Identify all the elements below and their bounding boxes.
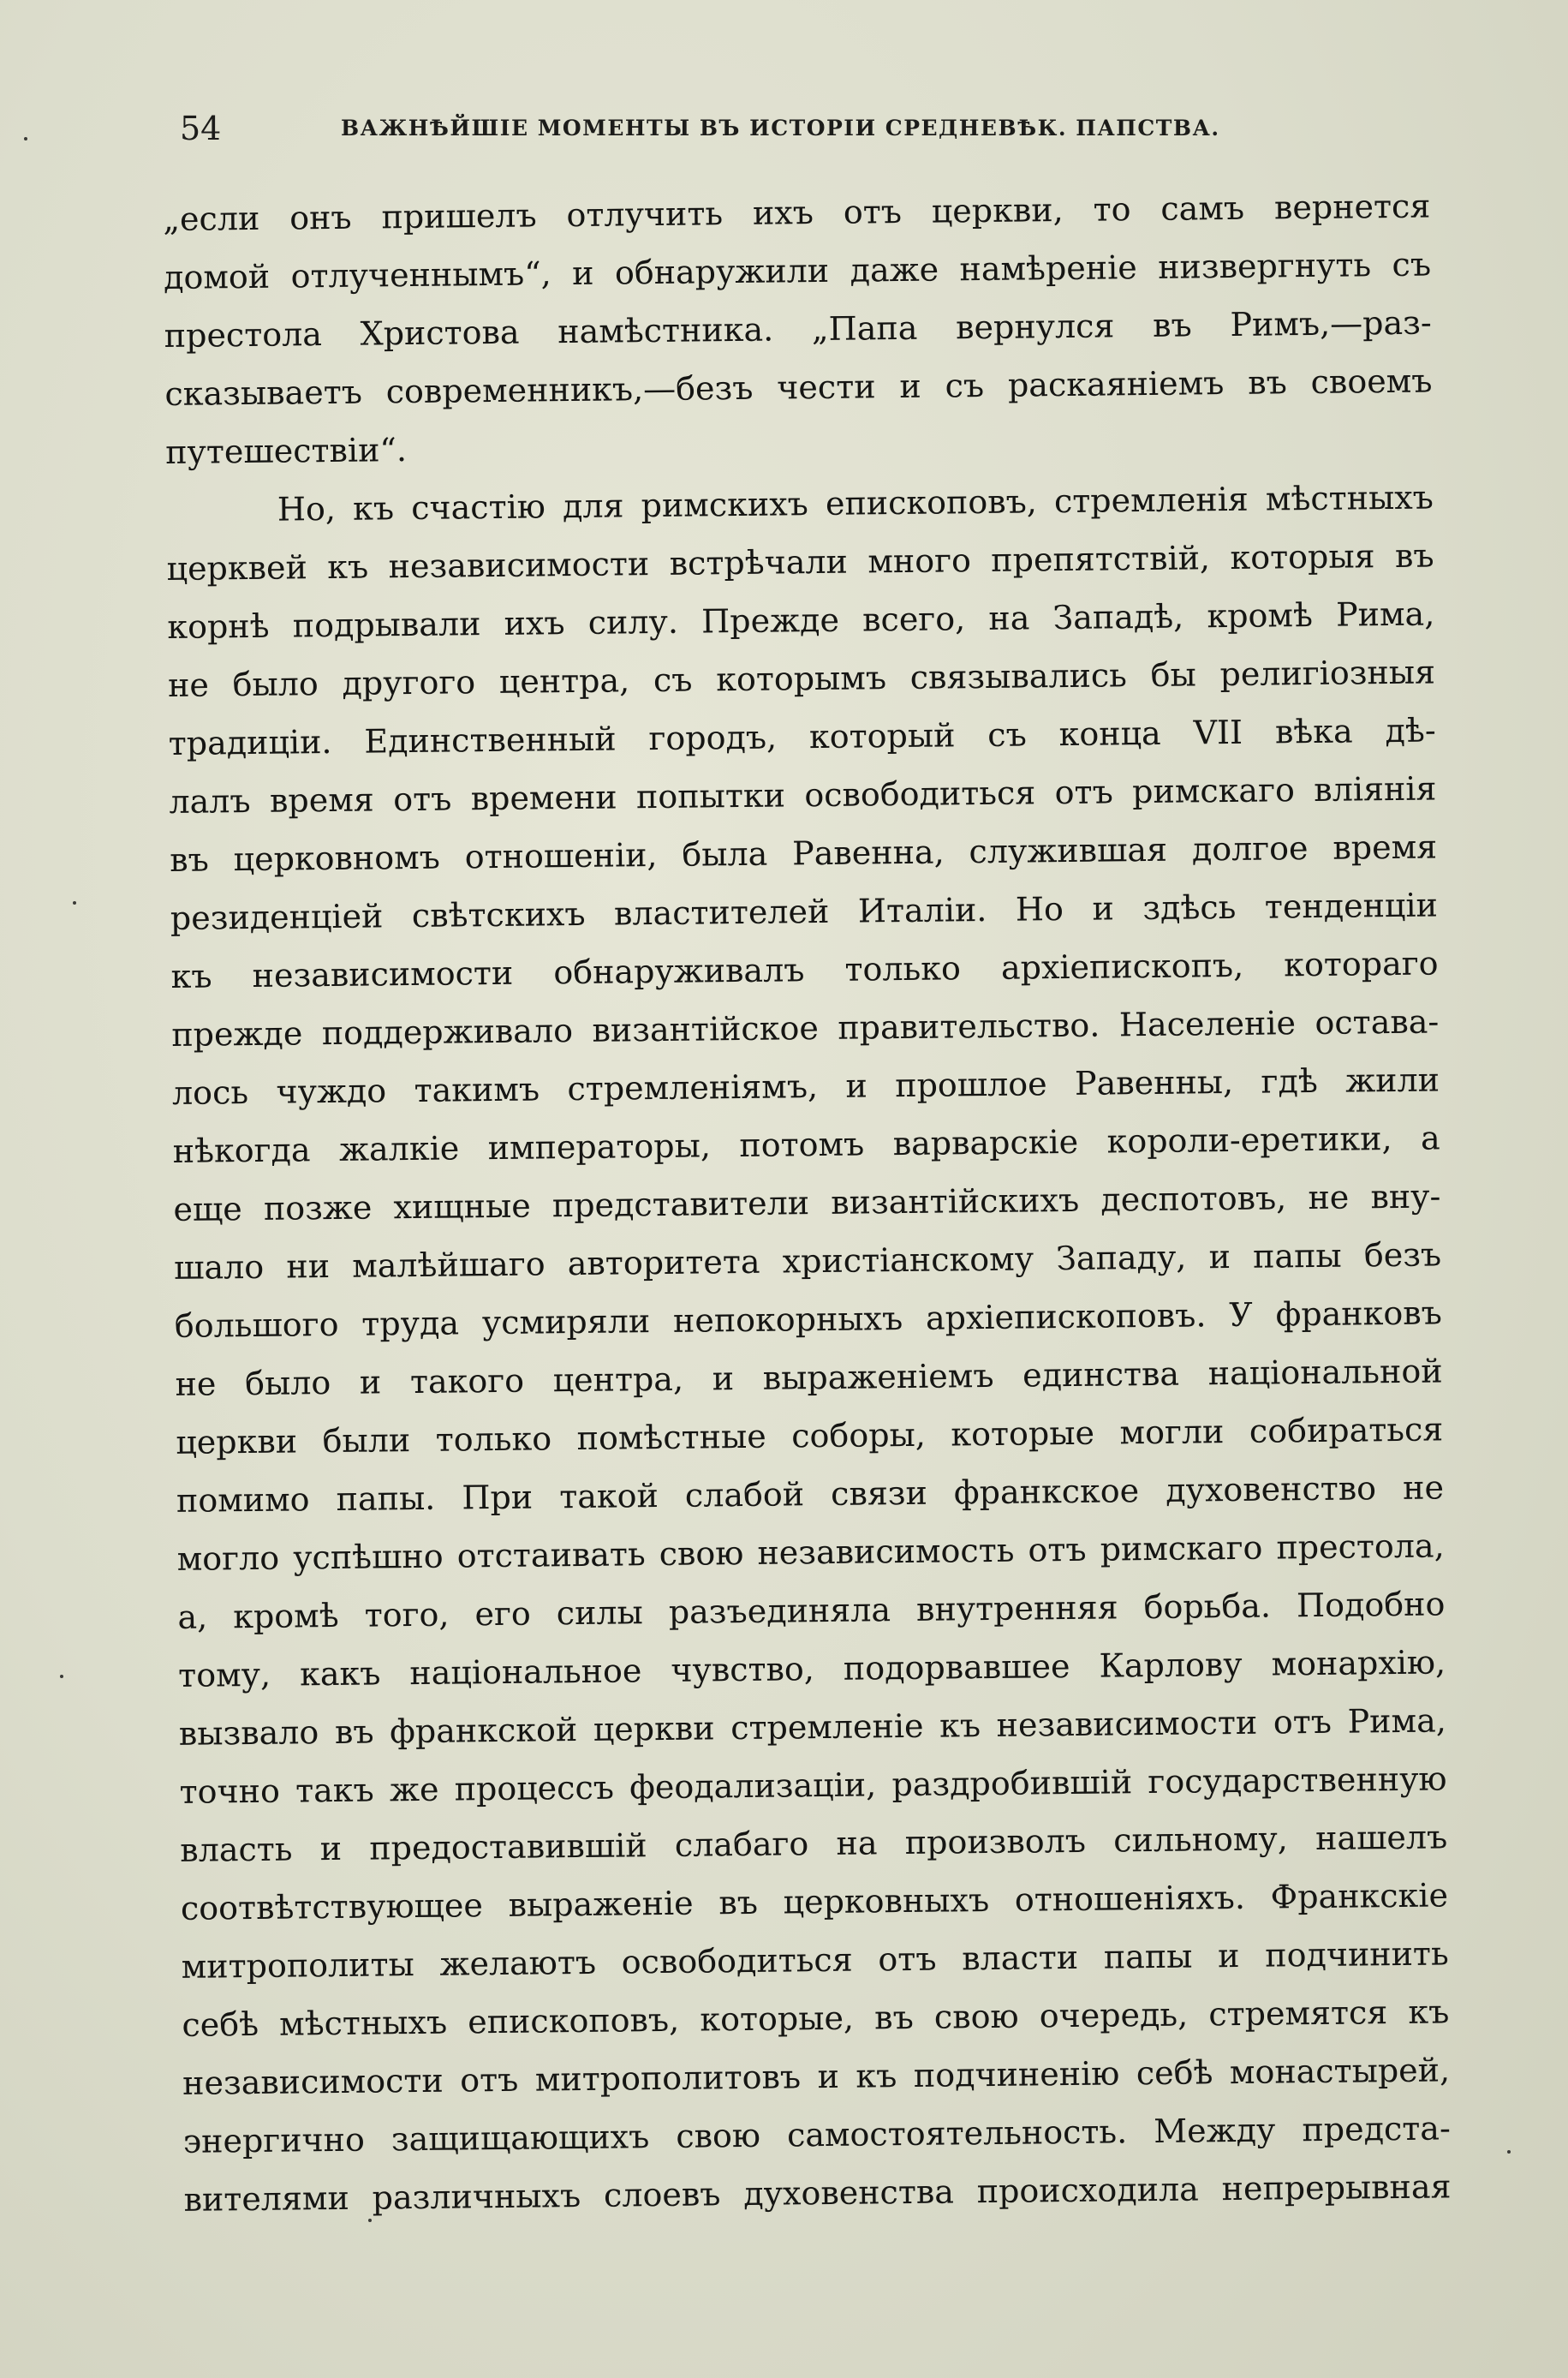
running-title: ВАЖНѢЙШІЕ МОМЕНТЫ ВЪ ИСТОРІИ СРЕДНЕВѢК. ПАПСТВА. [341,116,1220,140]
text-line: „если онъ пришелъ отлучить ихъ отъ церкви, то самъ вернется [163,187,1431,238]
text-line: корнѣ подрывали ихъ силу. Прежде всего, на Западѣ, кромѣ Рима, [167,594,1435,646]
text-line: помимо папы. При такой слабой связи франкское духовенство не [176,1468,1445,1520]
text-line: резиденціей свѣтскихъ властителей Италіи. Но и здѣсь тенденціи [170,886,1439,937]
text-line: вызвало въ франкской церкви стремленіе къ независимости отъ Рима, [178,1701,1447,1753]
paragraph-first-line: Но, къ счастію для римскихъ епископовъ, стремленія мѣстныхъ [277,478,1434,529]
text-line: точно такъ же процессъ феодализаціи, раздробившій государственную [179,1760,1447,1811]
text-line: нѣкогда жалкіе императоры, потомъ варварскіе короли-еретики, а [172,1119,1440,1170]
text-line: тому, какъ національное чувство, подорвавшее Карлову монархію, [177,1643,1446,1694]
text-line: большого труда усмиряли непокорныхъ архіепископовъ. У франковъ [174,1294,1443,1345]
text-line: въ церковномъ отношеніи, была Равенна, служившая долгое время [169,828,1438,879]
text-line: путешествіи“. [164,431,408,471]
text-line: вителями различныхъ слоевъ духовенства происходила непрерывная [183,2167,1452,2219]
text-line: домой отлученнымъ“, и обнаружили даже намѣреніе низвергнуть съ [163,245,1432,296]
text-line: могло успѣшно отстаивать свою независимость отъ римскаго престола, [176,1527,1445,1578]
text-line: лалъ время отъ времени попытки освободиться отъ римскаго вліянія [169,769,1437,821]
text-line: не было и такого центра, и выраженіемъ единства національной [175,1352,1443,1403]
text-line: себѣ мѣстныхъ епископовъ, которые, въ свою очередь, стремятся къ [182,1993,1450,2044]
text-line: сказываетъ современникъ,—безъ чести и съ раскаяніемъ въ своемъ [164,361,1433,413]
text-line: власть и предоставившій слабаго на произволъ сильному, нашелъ [180,1818,1448,1869]
text-line: независимости отъ митрополитовъ и къ подчиненію себѣ монастырей, [182,2051,1451,2102]
text-line: къ независимости обнаруживалъ только архіепископъ, котораго [170,944,1439,995]
text-line: прежде поддерживало византійское правительство. Населеніе остава- [171,1002,1440,1054]
text-line: не было другого центра, съ которымъ связывались бы религіозныя [167,653,1436,704]
scan-speck [368,2219,372,2222]
text-line: престола Христова намѣстника. „Папа вернулся въ Римъ,—раз- [164,303,1432,355]
page-header [180,105,1362,156]
body-text [163,177,1452,2229]
text-line: лось чуждо такимъ стремленіямъ, и прошлое Равенны, гдѣ жили [171,1061,1440,1112]
page-number: 54 [180,110,222,147]
text-line: митрополиты желаютъ освободиться отъ власти папы и подчинить [181,1934,1449,1986]
scan-speck [1507,2150,1511,2154]
scan-speck [60,1675,63,1678]
text-line: церквей къ независимости встрѣчали много препятствій, которыя въ [166,536,1434,588]
text-line: традиціи. Единственный городъ, который съ конца VII вѣка дѣ- [168,711,1436,762]
text-line: шало ни малѣйшаго авторитета христіанскому Западу, и папы безъ [173,1235,1442,1287]
scan-speck [73,901,76,905]
scan-speck [24,137,27,140]
text-line: соотвѣтствующее выраженіе въ церковныхъ отношеніяхъ. Франкскіе [180,1876,1449,1927]
text-line: а, кромѣ того, его силы разъединяла внутренняя борьба. Подобно [177,1585,1446,1636]
text-line: церкви были только помѣстные соборы, которые могли собираться [176,1410,1444,1461]
text-line: энергично защищающихъ свою самостоятельность. Между предста- [182,2109,1452,2160]
text-line: еще позже хищные представители византійскихъ деспотовъ, не вну- [173,1177,1441,1228]
